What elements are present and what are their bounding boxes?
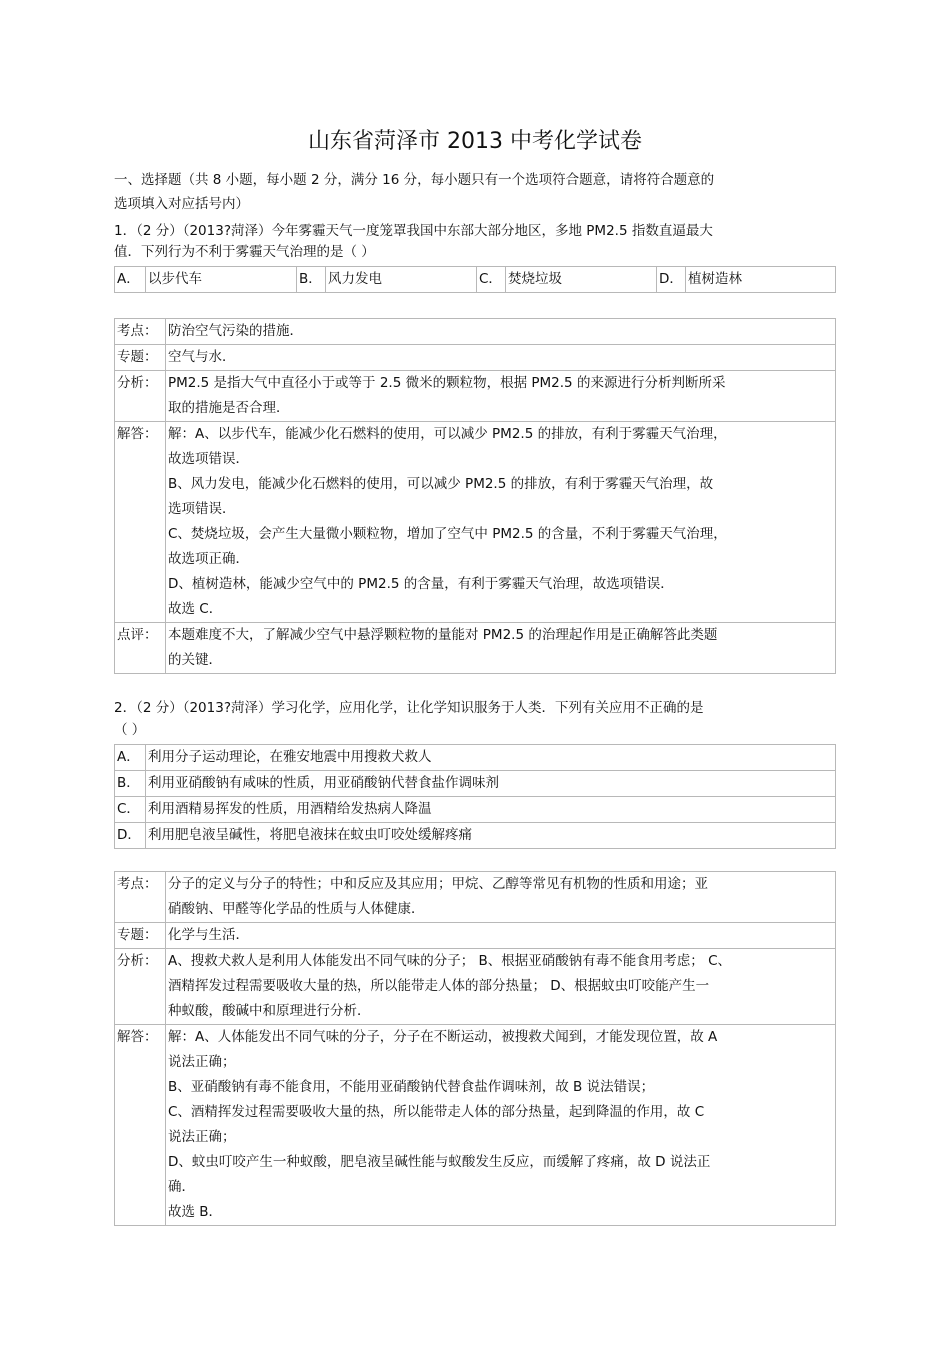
section-heading-line1: 一、选择题（共 8 小题，每小题 2 分，满分 16 分，每小题只有一个选项符合题意，请将符合题意的 [114,172,715,188]
q2-zhuanti-label: 专题： [115,923,166,949]
q1-fenxi-line: PM2.5 是指大气中直径小于或等于 2.5 微米的颗粒物，根据 PM2.5 的来源进行分析判断所采 [168,375,726,391]
q1-option-a-text: 以步代车 [146,267,297,293]
q2-jieda-line: 说法正确； [168,1129,236,1145]
q2-analysis-table [114,871,836,1226]
q1-fenxi-label: 分析： [115,371,166,422]
q2-jieda-line: 说法正确； [168,1054,236,1070]
q2-jieda-line: 故选 B． [168,1204,223,1220]
q2-jieda-line: 解：A、人体能发出不同气味的分子，分子在不断运动，被搜救犬闻到，才能发现位置，故 A [168,1029,718,1045]
q2-option-c-letter: C． [115,797,146,823]
q1-jieda-line: C、焚烧垃圾，会产生大量微小颗粒物，增加了空气中 PM2.5 的含量，不利于雾霾天气治理， [168,526,727,542]
q1-analysis-table [114,318,836,674]
q1-jieda-line: 故选项正确． [168,551,249,567]
q2-jieda-line: 确． [168,1179,195,1195]
q2-jieda-line: C、酒精挥发过程需要吸收大量的热，所以能带走人体的部分热量，起到降温的作用，故 C [168,1104,705,1120]
q2-fenxi-line: 种蚁酸，酸碱中和原理进行分析． [168,1003,371,1019]
q1-jieda-line: 故选 C． [168,601,223,617]
q1-stem-line2: 值．下列行为不利于雾霾天气治理的是（ ） [114,244,375,260]
q1-stem-line1: 1．（2 分）（2013?菏泽）今年雾霾天气一度笼罩我国中东部大部分地区，多地 PM2.5 指数直逼最大 [114,223,713,239]
q2-option-d-letter: D． [115,823,146,849]
q1-zhuanti-label: 专题： [115,345,166,371]
q2-options-table [114,744,836,849]
q1-jieda-line: 解：A、以步代车，能减少化石燃料的使用，可以减少 PM2.5 的排放，有利于雾霾天气治理， [168,426,727,442]
q2-option-b-text: 利用亚硝酸钠有咸味的性质，用亚硝酸钠代替食盐作调味剂 [146,771,836,797]
q1-fenxi [166,371,836,422]
q2-option-a-letter: A． [115,745,146,771]
q1-option-d-letter: D． [657,267,686,293]
q2-option-c-text: 利用酒精易挥发的性质，用酒精给发热病人降温 [146,797,836,823]
q2-kaodian-label: 考点： [115,872,166,923]
q1-option-c-text: 焚烧垃圾 [506,267,657,293]
q2-kaodian [166,872,836,923]
q2-zhuanti: 化学与生活． [166,923,836,949]
section-heading-line2: 选项填入对应括号内） [114,196,249,212]
q2-jieda-label: 解答： [115,1025,166,1226]
q1-kaodian: 防治空气污染的措施． [166,319,836,345]
q2-option-a-text: 利用分子运动理论，在雅安地震中用搜救犬救人 [146,745,836,771]
q1-option-d-text: 植树造林 [686,267,836,293]
q1-dianping-label: 点评： [115,623,166,674]
q2-jieda-line: D、蚊虫叮咬产生一种蚁酸，肥皂液呈碱性能与蚁酸发生反应，而缓解了疼痛，故 D 说法正 [168,1154,711,1170]
q1-option-a-letter: A． [115,267,146,293]
q1-jieda-line: 故选项错误． [168,451,249,467]
q2-jieda [166,1025,836,1226]
q1-option-c-letter: C． [477,267,506,293]
q2-fenxi-label: 分析： [115,949,166,1025]
q2-stem-line1: 2．（2 分）（2013?菏泽）学习化学，应用化学，让化学知识服务于人类．下列有关应用不正确的是 [114,700,704,716]
q1-zhuanti: 空气与水． [166,345,836,371]
q1-jieda-line: 选项错误． [168,501,236,517]
page-title: 山东省菏泽市 2013 中考化学试卷 [308,129,642,154]
q1-dianping [166,623,836,674]
q1-option-b-text: 风力发电 [326,267,477,293]
q2-option-b-letter: B． [115,771,146,797]
q2-option-d-text: 利用肥皂液呈碱性，将肥皂液抹在蚊虫叮咬处缓解疼痛 [146,823,836,849]
q1-dianping-line: 本题难度不大，了解减少空气中悬浮颗粒物的量能对 PM2.5 的治理起作用是正确解答此类题 [168,627,718,643]
q1-jieda [166,422,836,623]
q1-jieda-label: 解答： [115,422,166,623]
q2-fenxi-line: A、搜救犬救人是利用人体能发出不同气味的分子； B、根据亚硝酸钠有毒不能食用考虑； C、 [168,953,732,969]
q2-fenxi-line: 酒精挥发过程需要吸收大量的热，所以能带走人体的部分热量； D、根据蚊虫叮咬能产生一 [168,978,710,994]
q1-jieda-line: B、风力发电，能减少化石燃料的使用，可以减少 PM2.5 的排放，有利于雾霾天气治理，故 [168,476,714,492]
q1-options-table [114,266,836,293]
q2-kaodian-line: 分子的定义与分子的特性；中和反应及其应用；甲烷、乙醇等常见有机物的性质和用途；亚 [168,876,708,892]
q2-kaodian-line: 硝酸钠、甲醛等化学品的性质与人体健康． [168,901,425,917]
q2-stem-line2: （ ） [114,722,146,738]
q2-fenxi [166,949,836,1025]
q1-option-b-letter: B． [297,267,326,293]
q1-kaodian-label: 考点： [115,319,166,345]
q1-dianping-line: 的关键． [168,652,222,668]
q1-jieda-line: D、植树造林，能减少空气中的 PM2.5 的含量，有利于雾霾天气治理，故选项错误． [168,576,674,592]
q1-fenxi-line: 取的措施是否合理． [168,400,290,416]
q2-jieda-line: B、亚硝酸钠有毒不能食用，不能用亚硝酸钠代替食盐作调味剂，故 B 说法错误； [168,1079,655,1095]
